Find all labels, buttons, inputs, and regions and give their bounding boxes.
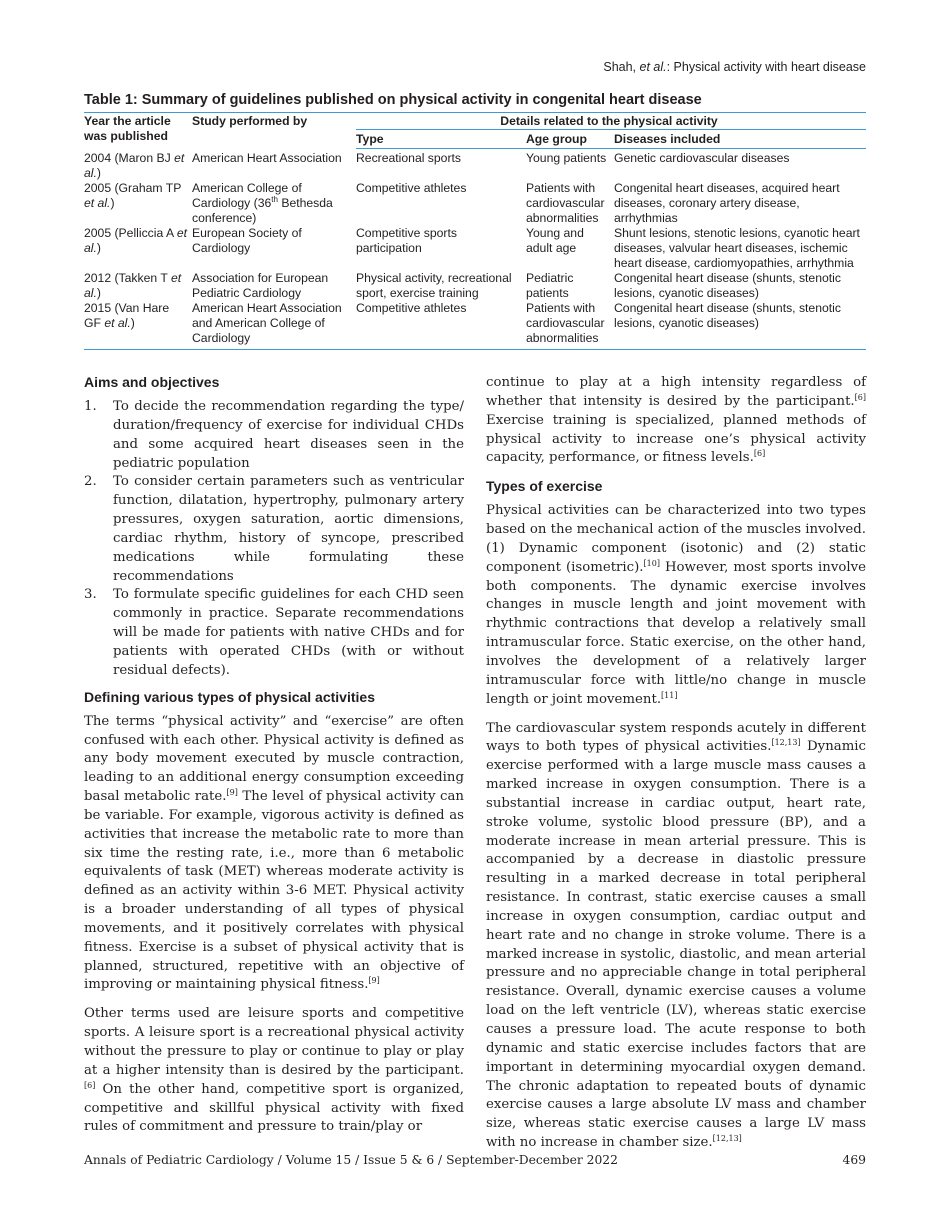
heading-defining: Defining various types of physical activities [84,688,375,705]
cell-year: 2005 (Graham TP et al.) [84,180,182,210]
header-year: Year the article was published [84,113,192,149]
running-head-title: : Physical activity with heart disease [666,60,866,74]
footer-journal: Annals of Pediatric Cardiology / Volume 15 / Issue 5 & 6 / September-December 2022 [84,1153,618,1167]
cell-study: European Society of Cardiology [192,225,302,255]
paragraph: Physical activities can be characterized into two types based on the mechanical action of the muscles involved. (1) Dynamic component (isotonic) and (2) static component (isometric).[10] However, most sports involve both components. The dynamic exercise involves changes in muscle length and joint movement with rhythmic contractions that develop a relatively small intramuscular force. Static exercise, on the other hand, involves the development of a relatively larger intramuscular force with little/no change in muscle length or joint movement.[11] [486,503,867,707]
running-head-etal: et al. [639,60,667,74]
page-number: 469 [842,1153,866,1167]
cell-study: American Heart Association [192,150,342,165]
cell-age: Young and adult age [526,225,584,255]
cell-study: American College of Cardiology (36th Bethesda conference) [192,180,333,225]
cell-diseases: Congenital heart disease (shunts, stenotic lesions, cyanotic diseases) [614,301,866,350]
cell-type: Competitive athletes [356,301,526,350]
table-row [84,149,866,181]
paragraph: Other terms used are leisure sports and competitive sports. A leisure sport is a recreational physical activity without the pressure to play or continue to play or play at a higher intensity than is desired by the participant.[6] On the other hand, competitive sport is organized, competitive and skillful physical activity with fixed rules of commitment and pressure to train/play or [84,1006,464,1135]
cell-age: Patients with cardiovascular abnormalities [526,180,605,225]
cell-study: Association for European Pediatric Cardiology [192,270,329,300]
guidelines-table [84,112,866,350]
cell-type: Competitive sports participation [356,225,457,255]
header-details: Details related to the physical activity [356,113,866,130]
cell-type: Recreational sports [356,151,461,165]
cell-diseases: Congenital heart disease (shunts, stenotic lesions, cyanotic diseases) [614,270,841,300]
header-age: Age group [526,130,614,149]
running-head [603,60,866,74]
cell-diseases: Congenital heart diseases, acquired heart diseases, coronary artery disease, arrhythmias [614,180,840,225]
paragraph: The terms “physical activity” and “exercise” are often confused with each other. Physical activity is defined as any body movement executed by muscle contraction, leading to an additional energy consumption exceeding basal metabolic rate.[9] The level of physical activity can be variable. For example, vigorous activity is defined as activities that increase the metabolic rate to more than six time the resting rate, i.e., more than 6 metabolic equivalents of task (MET) whereas moderate activity is defined as an activity within 3-6 MET. Physical activity is a broader understanding of all types of physical movements, and it positively correlates with physical fitness. Exercise is a subset of physical activity that is planned, structured, repetitive with an objective of improving or maintaining physical fitness.[9] [84,713,464,993]
cell-type: Physical activity, recreational sport, exercise training [356,270,512,300]
table-row [84,271,866,301]
list-item: 2. To consider certain parameters such as ventricular function, dilatation, hypertrophy, pulmonary artery pressures, oxygen saturation, aortic dimensions, cardiac rhythm, history of syncope, prescribed medications while formulating these recommendations [84,474,464,584]
cell-diseases: Shunt lesions, stenotic lesions, cyanotic heart diseases, valvular heart diseases, ischemic heart disease, cardiomyopathies, arrhythmia [614,225,860,270]
cell-year: 2004 (Maron BJ et al.) [84,150,185,180]
list-item: 3. To formulate specific guidelines for each CHD seen commonly in practice. Separate recommendations will be made for patients with native CHDs and for patients with operated CHDs (with or without residual defects). [84,587,464,678]
right-column [486,374,866,1163]
cell-age: Young patients [526,151,607,165]
cell-age: Pediatric patients [526,270,574,300]
heading-types: Types of exercise [486,478,603,495]
cell-year: 2012 (Takken T et al.) [84,270,182,300]
paragraph: continue to play at a high intensity regardless of whether that intensity is desired by the participant.[6] Exercise training is specialized, planned methods of physical activity to increase one’s physical activity capacity, performance, or fitness levels.[6] [486,375,866,466]
cell-year: 2005 (Pelliccia A et al.) [84,225,187,255]
cell-type: Competitive athletes [356,180,467,195]
table-row [84,181,866,226]
heading-aims: Aims and objectives [84,374,220,390]
header-type: Type [356,130,526,149]
cell-age: Patients with cardiovascular abnormalities [526,301,614,350]
cell-diseases: Genetic cardiovascular diseases [614,151,790,165]
left-column [84,374,464,1147]
list-item: 1. To decide the recommendation regarding the type/ duration/frequency of exercise for individual CHDs and some acquired heart diseases seen in the pediatric population [84,399,464,471]
table-row [84,226,866,271]
paragraph: The cardiovascular system responds acutely in different ways to both types of physical activities.[12,13] Dynamic exercise performed with a large muscle mass causes a marked increase in oxygen consumption. There is a substantial increase in cardiac output, heart rate, stroke volume, systolic blood pressure (BP), and a moderate increase in mean arterial pressure. This is accompanied by a decrease in diastolic pressure resulting in a marked decrease in total peripheral resistance. In contrast, static exercise causes a small increase in oxygen consumption, cardiac output and heart rate and no change in stroke volume. There is a marked increase in systolic, diastolic, and mean arterial pressure and no appreciable change in total peripheral resistance. Overall, dynamic exercise causes a volume load on the left ventricle (LV), whereas static exercise causes a pressure load. The acute response to both dynamic and static exercise includes factors that are important in determining myocardial oxygen demand. The chronic adaptation to repeated bouts of dynamic exercise causes a large absolute LV mass and chamber size, whereas static exercise causes a large LV mass with no increase in chamber size.[12,13] [486,720,866,1151]
table-title: Table 1: Summary of guidelines published on physical activity in congenital heart disease [84,92,702,108]
header-study: Study performed by [192,113,356,149]
table-row [84,301,866,350]
aims-list [84,398,464,681]
header-diseases: Diseases included [614,130,866,149]
running-head-authors: Shah, [603,60,640,74]
cell-year: 2015 (Van Hare GF et al.) [84,301,192,350]
cell-study: American Heart Association and American College of Cardiology [192,301,356,350]
